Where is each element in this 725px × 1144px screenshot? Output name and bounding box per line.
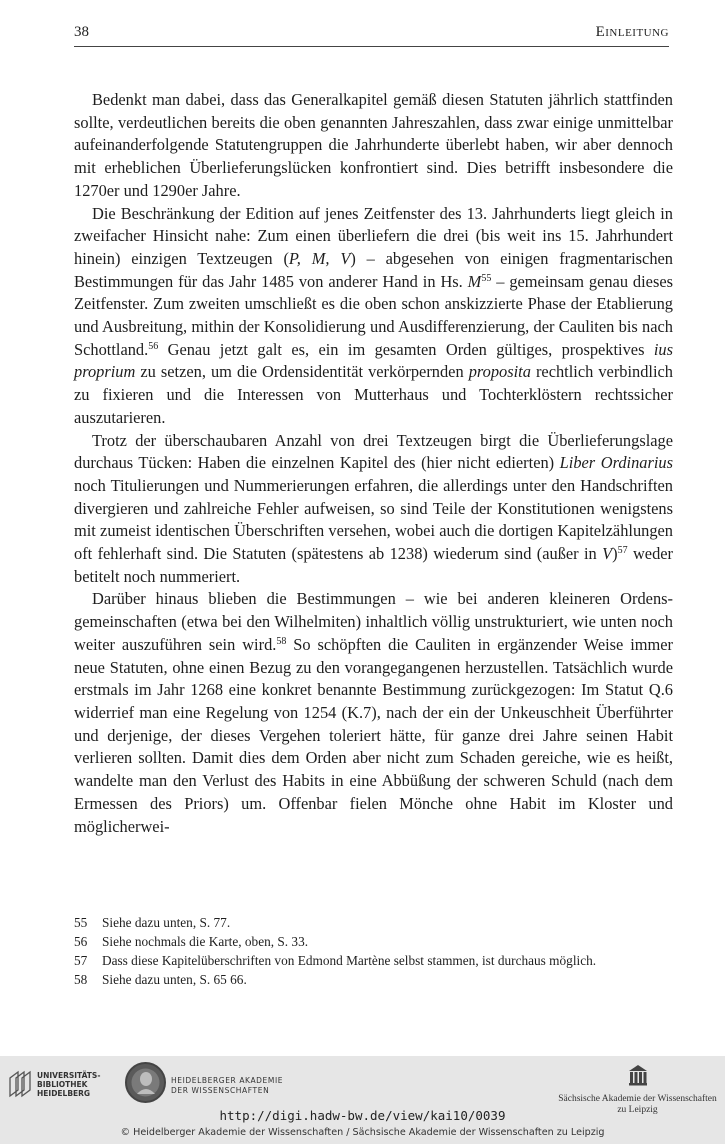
p3-text-3: )	[612, 544, 618, 564]
p3-liber-ordinarius: Liber Ordinarius	[559, 453, 673, 473]
footnote-text: Dass diese Kapitelüberschriften von Edmond Martène selbst stammen, ist durchaus möglich.	[102, 953, 597, 968]
footnote-58	[74, 970, 673, 989]
university-library-label: UNIVERSITÄTS- BIBLIOTHEK HEIDELBERG	[37, 1071, 101, 1098]
p2-text-5: zu setzen, um die Ordensidentität verkörpernden	[135, 362, 469, 382]
paragraph-3	[74, 430, 673, 589]
running-title: Einleitung	[595, 24, 669, 40]
footnotes	[74, 913, 673, 989]
footnote-text: Siehe nochmals die Karte, oben, S. 33.	[102, 934, 309, 949]
footnote-55	[74, 913, 673, 932]
p3-text-2: noch Titulierungen und Nummerierungen erfahren, die allerdings unter den Handschriften divergieren und zahlreiche Fehler aufweisen, so sind Teile der Konstitutionen wenigstens mit zumeist identischen Überschriften versehen, wobei auch die dortigen Kapitelzählungen oft fehlerhaft sind. Die Statuten (spätestens ab 1238) wiederum sind (außer in	[74, 475, 673, 564]
footnote-ref-55[interactable]: 55	[481, 272, 492, 284]
page-number: 38	[74, 24, 89, 40]
library-columns-icon	[8, 1068, 32, 1098]
footnote-text: Siehe dazu unten, S. 77.	[102, 915, 231, 930]
footnote-56	[74, 932, 673, 951]
footnote-number: 57	[74, 953, 88, 968]
heidelberg-academy-label: HEIDELBERGER AKADEMIE DER WISSENSCHAFTEN	[171, 1076, 284, 1095]
digitization-footer	[0, 1056, 725, 1144]
footnote-text: Siehe dazu unten, S. 65 66.	[102, 972, 247, 987]
footnote-number: 55	[74, 915, 88, 930]
paragraph-1	[74, 89, 673, 203]
p2-text-2: ) – abgesehen von einigen fragmentarischen Bestimmungen für das Jahr 1485 von anderer Hand in Hs.	[74, 248, 673, 291]
footnote-ref-57[interactable]: 57	[617, 545, 628, 557]
p2-text-6: rechtlich verbindlich zu fixieren und die Interessen von Mutterhaus und Tochterklöstern rechtssicher auszutarieren.	[74, 362, 673, 427]
paragraph-4	[74, 588, 673, 838]
p2-proposita: proposita	[468, 362, 531, 382]
academy-seal-icon	[125, 1062, 166, 1103]
p2-text-1: Die Beschränkung der Edition auf jenes Zeitfenster des 13. Jahrhunderts liegt gleich in zweifacher Hinsicht nahe: Zum einen überliefern die drei (bis weit ins 15. Jahrhundert hinein) einzigen Textzeugen (	[74, 203, 673, 268]
p3-text-4: weder betitelt noch nummeriert.	[74, 544, 673, 586]
footnote-ref-58[interactable]: 58	[276, 635, 287, 647]
p2-sigla-pmv: P, M, V	[288, 248, 351, 268]
p2-sigla-m: M	[467, 271, 482, 291]
page-url[interactable]: http://digi.hadw-bw.de/view/kai10/0039	[219, 1108, 506, 1123]
body-text	[74, 89, 673, 838]
copyright-notice: © Heidelberger Akademie der Wissenschaften / Sächsische Akademie der Wissenschaften zu Leipzig	[120, 1127, 605, 1138]
university-library-logo[interactable]	[8, 1065, 118, 1109]
footnote-number: 56	[74, 934, 88, 949]
saxon-academy-label: Sächsische Akademie der Wissenschaften zu Leipzig	[558, 1094, 717, 1115]
heidelberg-academy-logo[interactable]	[125, 1062, 305, 1108]
p3-text-1: Trotz der überschaubaren Anzahl von drei Textzeugen birgt die Überlieferungslage durchaus Tücken: Haben die einzelnen Kapitel des (hier nicht edierten)	[74, 430, 673, 473]
running-head	[74, 24, 669, 46]
footnote-ref-56[interactable]: 56	[148, 340, 159, 352]
p4-text-1: Darüber hinaus blieben die Bestimmungen – wie bei anderen kleineren Ordensgemeinschaften (etwa bei den Wilhelmiten) inhaltlich völlig unstrukturiert, wie unten noch weiter auszuführen sein wird.	[74, 589, 673, 654]
paragraph-2	[74, 203, 673, 430]
building-icon	[628, 1064, 648, 1086]
p2-text-4: Genau jetzt galt es, ein im gesamten Orden gültiges, prospektives	[158, 339, 654, 359]
footnote-57	[74, 951, 673, 970]
p3-sigla-v: V	[602, 544, 613, 564]
p4-text-2: So schöpften die Cauliten in ergänzender Weise immer neue Statuten, ohne einen Bezug zu den vorangegangenen herzustellen. Tatsächlich wurde erstmals im Jahr 1268 eine konkret benannte Bestimmung zurückgezogen: Im Statut Q.6 widerrief man eine Regelung von 1254 (K.7), nach der ein der Unkeuschheit Überführter und derjenige, der dieses Vergehen toleriert hätte, für ganze drei Jahre seinen Habit verlieren sollten. Damit dies dem Orden aber nicht zum Schaden gereiche, wie es heißt, wandelte man den Verlust des Habits in eine Abbüßung der schweren Schuld (nach dem Ermessen des Priors) um. Offenbar fielen Mönche ohne Habit im Kloster und möglicherwei-	[74, 634, 674, 836]
footnote-number: 58	[74, 972, 88, 987]
p1-text-1: Bedenkt man dabei, dass das Generalkapitel gemäß diesen Statuten jährlich stattfinden sollte, verdeutlichen bereits die oben genannten Jahreszahlen, dass zwar einige unmittelbar aufeinanderfolgende Statutengruppen die Jahrhunderte überlebt haben, wir aber dennoch mit erheblichen Überlieferungslücken konfrontiert sind. Dies betrifft insbesondere die 1270er und 1290er Jahre.	[74, 90, 673, 200]
p2-ius-proprium: ius proprium	[74, 339, 673, 382]
p2-text-3: – gemeinsam genau dieses Zeitfenster. Zum zweiten umschließt es die oben schon anskizzierte Phase der Etablierung und Ausbreitung, mithin der Konsolidierung und Ausdifferenzierung, der Cauliten bis nach Schottland.	[74, 271, 673, 359]
header-rule	[74, 46, 669, 47]
